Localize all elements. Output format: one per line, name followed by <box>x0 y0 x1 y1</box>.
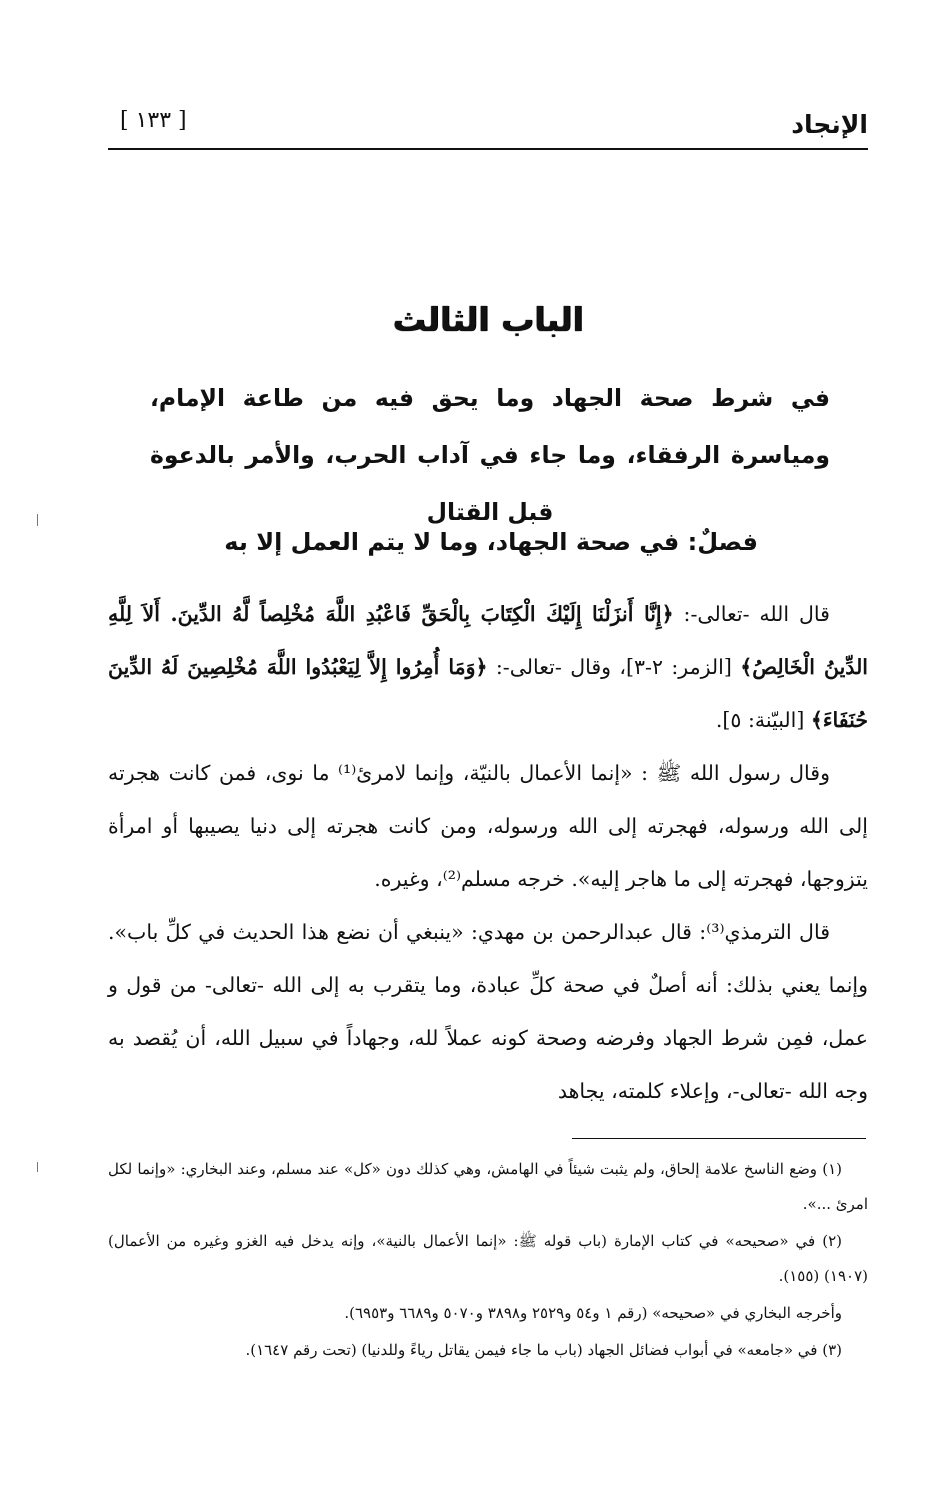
footnote-2 <box>108 1224 868 1294</box>
footnote-separator <box>572 1138 866 1139</box>
header-rule <box>108 148 868 150</box>
footnote-1 <box>108 1152 868 1222</box>
paragraph-text: قال الترمذي⁽³⁾: قال عبدالرحمن بن مهدي: «ينبغي أن نضع هذا الحديث في كلِّ باب». وإنما يعني بذلك: أنه أصلٌ في صحة كلِّ عبادة، وما يتقرب به إلى الله -تعالى- من قول و عمل، فمِن شرط الجهاد وفرضه وصحة كونه عملاً لله، وجهاداً في سبيل الله، أن يُقصد به وجه الله -تعالى-، وإعلاء كلمته، يجاهد <box>108 920 868 1103</box>
section-heading: فصلٌ: في صحة الجهاد، وما لا يتم العمل إلا به <box>224 528 758 556</box>
running-title: الإنجاد <box>791 110 868 139</box>
footnote-3 <box>108 1333 868 1368</box>
quran-verse: ﴿إِنَّا أَنزَلْنَا إِلَيْكَ الْكِتَابَ بِالْحَقِّ فَاعْبُدِ اللَّهَ مُخْلِصاً لَّهُ الدِّينَ. أَلاَ لِلَّهِ الدِّينُ الْخَالِصُ﴾ <box>108 602 869 679</box>
paragraph-text: وقال رسول الله ﷺ : «إنما الأعمال بالنيّة، وإنما لامرئ⁽¹⁾ ما نوى، فمن كانت هجرته إلى الله ورسوله، فهجرته إلى الله ورسوله، ومن كانت هجرته إلى دنيا يصيبها أو امرأة يتزوجها، فهجرته إلى ما هاجر إليه». خرجه مسلم⁽²⁾، وغيره. <box>108 761 868 891</box>
margin-mark <box>37 1162 38 1172</box>
text-run: قال الله -تعالى-: <box>673 602 830 626</box>
paragraph-hadith <box>108 747 868 906</box>
verse-reference: [الزمر: ٢-٣]، وقال -تعالى-: <box>487 655 741 679</box>
page-header <box>108 102 868 150</box>
quran-verse: ﴿وَمَا أُمِرُوا إِلاَّ لِيَعْبُدُوا اللَّهَ مُخْلِصِينَ لَهُ الدِّينَ حُنَفَاءَ﴾ <box>108 655 868 732</box>
footnote-text: (١) وضع الناسخ علامة إلحاق، ولم يثبت شيئاً في الهامش، وهي كذلك دون «كل» عند مسلم، وعند البخاري: «وإنما لكل امرئ ...». <box>108 1160 868 1213</box>
verse-reference: [البيّنة: ٥]. <box>715 708 811 732</box>
footnote-2-continuation <box>108 1296 868 1331</box>
footnote-text: وأخرجه البخاري في «صحيحه» (رقم ١ و٥٤ و٢٥٢٩ و٣٨٩٨ و٥٠٧٠ و٦٦٨٩ و٦٩٥٣). <box>344 1304 842 1322</box>
footnotes <box>108 1152 868 1370</box>
footnote-text: (٢) في «صحيحه» في كتاب الإمارة (باب قوله ﷺ: «إنما الأعمال بالنية»، وإنه يدخل فيه الغزو وغيره من الأعمال) (١٩٠٧) (١٥٥). <box>108 1232 868 1285</box>
footnote-text: (٣) في «جامعه» في أبواب فضائل الجهاد (باب ما جاء فيمن يقاتل رياءً وللدنيا) (تحت رقم ١٦٤٧). <box>245 1341 842 1359</box>
paragraph-quran-verses <box>108 588 868 747</box>
page-number: [ ١٣٣ ] <box>120 108 187 133</box>
chapter-subtitle: في شرط صحة الجهاد وما يحق فيه من طاعة الإمام، ومياسرة الرفقاء، وما جاء في آداب الحرب، والأمر بالدعوة قبل القتال <box>150 384 830 526</box>
chapter-title: الباب الثالث <box>392 300 584 339</box>
paragraph-commentary <box>108 906 868 1118</box>
margin-mark <box>37 514 38 526</box>
